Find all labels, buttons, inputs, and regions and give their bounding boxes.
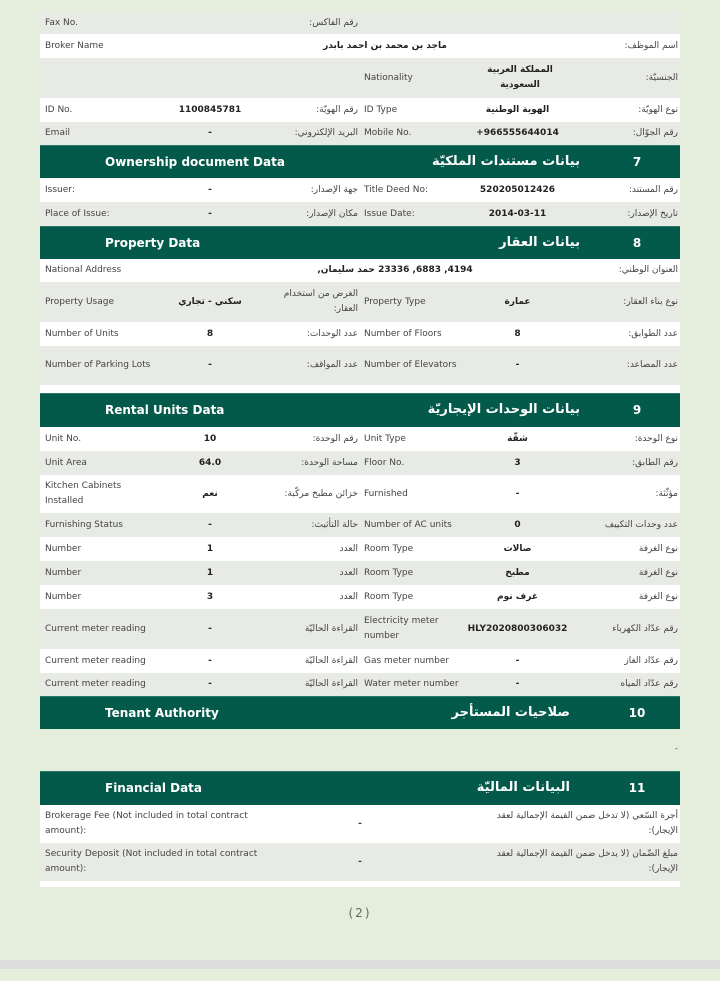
meter-number-label-en: Water meter number xyxy=(364,679,459,689)
section-header-ownership xyxy=(40,145,680,178)
issue-date-label-ar: تاريخ الإصدار: xyxy=(627,208,678,219)
section-header-tenant xyxy=(40,696,680,729)
id-no-label-ar: رقم الهويّة: xyxy=(316,104,358,115)
kitchen-label-en: Kitchen Cabinets Installed xyxy=(45,481,122,506)
fax-label-en: Fax No. xyxy=(45,17,78,28)
place-row xyxy=(40,202,680,226)
room-type-value: غرف نوم xyxy=(497,591,538,602)
elevators-label-en: Number of Elevators xyxy=(364,360,457,370)
place-value: - xyxy=(208,208,212,219)
brokerage-fee-row xyxy=(40,805,680,843)
meter-row xyxy=(40,673,680,696)
mobile-value: +966555644014 xyxy=(476,128,559,138)
mobile-label-ar: رقم الجوّال: xyxy=(632,128,678,138)
room-type-label-ar: نوع الغرفة xyxy=(638,543,678,554)
email-label-ar: البريد الإلكتروني: xyxy=(294,128,358,138)
floors-value: 8 xyxy=(514,328,521,339)
meter-reading-label-en: Current meter reading xyxy=(45,655,146,666)
id-type-label-ar: نوع الهويّة: xyxy=(638,104,678,115)
usage-row xyxy=(40,282,680,322)
property-type-label-en: Property Type xyxy=(364,296,426,307)
unit-type-value: شقّة xyxy=(507,433,528,444)
section-header-financial xyxy=(40,771,680,805)
security-deposit-value: - xyxy=(358,857,362,867)
address-label-ar: العنوان الوطني: xyxy=(618,265,678,275)
fax-row xyxy=(40,12,680,34)
section-title-ar: البيانات الماليّة xyxy=(476,780,570,795)
meter-number-label-ar: رقم عدّاد المياه xyxy=(620,679,678,689)
parking-label-en: Number of Parking Lots xyxy=(45,360,151,370)
usage-label-ar: الغرض من استخدام العقار: xyxy=(283,289,358,314)
room-type-label-en: Room Type xyxy=(364,591,414,602)
section-number: 9 xyxy=(632,403,642,417)
furnishing-status-label-ar: حالة التأثيث: xyxy=(311,519,358,530)
meter-reading-label-en: Current meter reading xyxy=(45,679,146,689)
usage-value: سكني - تجاري xyxy=(178,296,242,307)
furnished-label-ar: مؤثّثة: xyxy=(655,488,678,499)
tenant-authority-row xyxy=(40,729,680,771)
ac-units-label-en: Number of AC units xyxy=(364,519,452,530)
meter-number-label-ar: رقم عدّاد الكهرباء xyxy=(612,623,678,634)
title-deed-label-ar: رقم المستند: xyxy=(628,184,678,195)
floor-no-label-en: Floor No. xyxy=(364,457,405,468)
issuer-label-en: Issuer: xyxy=(45,184,75,195)
property-type-value: عمارة xyxy=(504,296,531,307)
fax-label-ar: رقم الفاكس: xyxy=(309,17,358,28)
room-number-value: 1 xyxy=(206,543,214,554)
units-label-ar: عدد الوحدات: xyxy=(306,328,358,339)
meter-number-value: - xyxy=(515,679,520,689)
room-number-label-en: Number xyxy=(45,543,82,554)
place-label-ar: مكان الإصدار: xyxy=(306,208,358,219)
meter-reading-label-ar: القراءة الحاليّة xyxy=(304,655,358,666)
room-number-value: 1 xyxy=(206,567,214,578)
section-title-ar: بيانات مستندات الملكيّة xyxy=(432,154,580,169)
elevators-label-ar: عدد المصاعد: xyxy=(626,360,678,370)
broker-name-value: ماجد بن محمد بن احمد بابدر xyxy=(323,40,447,51)
meter-row xyxy=(40,609,680,649)
address-label-en: National Address xyxy=(45,265,122,275)
unit-area-row xyxy=(40,451,680,475)
unit-type-label-en: Unit Type xyxy=(364,433,406,444)
meter-reading-label-en: Current meter reading xyxy=(45,623,146,634)
section-number: 8 xyxy=(632,236,642,250)
address-row xyxy=(40,259,680,282)
kitchen-value: نعم xyxy=(202,488,218,499)
unit-area-value: 64.0 xyxy=(198,457,222,468)
meter-reading-value: - xyxy=(208,655,212,666)
room-type-value: صالات xyxy=(503,543,532,554)
email-row xyxy=(40,122,680,145)
units-label-en: Number of Units xyxy=(45,328,119,339)
room-number-value: 3 xyxy=(206,591,214,602)
room-type-value: مطبخ xyxy=(505,567,530,578)
id-row xyxy=(40,98,680,122)
furnishing-status-value: - xyxy=(208,519,212,530)
room-number-label-en: Number xyxy=(45,567,82,578)
brokerage-fee-label-en: Brokerage Fee (Not included in total contract amount): xyxy=(45,811,248,836)
id-type-value: الهوية الوطنية xyxy=(485,104,550,115)
issuer-label-ar: جهة الإصدار: xyxy=(310,184,358,195)
section-number: 7 xyxy=(632,155,642,169)
room-row xyxy=(40,537,680,561)
ac-units-value: 0 xyxy=(514,519,521,530)
floor-no-label-ar: رقم الطابق: xyxy=(632,457,678,468)
meter-reading-value: - xyxy=(208,623,212,634)
usage-label-en: Property Usage xyxy=(45,296,114,307)
nationality-row xyxy=(40,58,680,98)
section-title-en: Financial Data xyxy=(105,781,203,795)
property-type-label-ar: نوع بناء العقار: xyxy=(623,296,678,307)
kitchen-label-ar: خزائن مطبخ مركّبة: xyxy=(284,488,358,499)
parking-row xyxy=(40,346,680,385)
section-number: 11 xyxy=(628,781,646,795)
section-title-ar: صلاحيات المستأجر xyxy=(451,705,570,720)
title-deed-label-en: Title Deed No: xyxy=(364,184,428,195)
security-deposit-row xyxy=(40,843,680,881)
tenant-authority-value: - xyxy=(674,744,678,754)
section-title-ar: بيانات العقار xyxy=(499,235,580,250)
room-type-label-ar: نوع الغرفة xyxy=(638,567,678,578)
section-header-property xyxy=(40,226,680,259)
meter-reading-label-ar: القراءة الحاليّة xyxy=(304,623,358,634)
room-row xyxy=(40,561,680,585)
meter-number-value: HLY2020800306032 xyxy=(467,623,568,634)
broker-name-label-en: Broker Name xyxy=(45,40,104,51)
parking-label-ar: عدد المواقف: xyxy=(306,360,358,370)
meter-number-value: - xyxy=(515,655,520,666)
section-title-ar: بيانات الوحدات الإيجاريّة xyxy=(427,402,580,417)
table-bottom-border xyxy=(40,881,680,887)
unit-no-row xyxy=(40,427,680,451)
broker-name-label-ar: اسم الموظف: xyxy=(624,40,678,51)
place-label-en: Place of Issue: xyxy=(45,208,110,219)
room-number-label-ar: العدد xyxy=(339,567,358,578)
furnished-label-en: Furnished xyxy=(364,488,408,499)
broker-name-row xyxy=(40,34,680,58)
meter-number-label-ar: رقم عدّاد الغاز xyxy=(624,655,678,666)
furnishing-status-label-en: Furnishing Status xyxy=(45,519,123,530)
security-deposit-label-en: Security Deposit (Not included in total contract amount): xyxy=(45,849,258,874)
section-header-rental xyxy=(40,393,680,427)
furnishing-status-row xyxy=(40,513,680,537)
meter-row xyxy=(40,649,680,673)
contract-page xyxy=(40,12,680,887)
title-deed-value: 520205012426 xyxy=(479,184,556,195)
security-deposit-label-ar: مبلغ الضّمان (لا يدخل ضمن القيمة الإجمالية لعقد الإيجار): xyxy=(496,849,678,874)
floors-label-ar: عدد الطوابق: xyxy=(628,328,678,339)
furnished-value: - xyxy=(515,488,520,499)
meter-number-label-en: Electricity meter number xyxy=(364,616,439,641)
unit-no-label-ar: رقم الوحدة: xyxy=(312,433,358,444)
room-type-label-ar: نوع الغرفة xyxy=(638,591,678,602)
section-title-en: Rental Units Data xyxy=(105,403,225,417)
unit-no-label-en: Unit No. xyxy=(45,433,82,444)
email-label-en: Email xyxy=(45,128,70,138)
nationality-label-ar: الجنسيّة: xyxy=(645,72,678,83)
nationality-value: المملكة العربية السعودية xyxy=(487,65,553,90)
issue-date-label-en: Issue Date: xyxy=(364,208,415,219)
issuer-row xyxy=(40,178,680,202)
meter-number-label-en: Gas meter number xyxy=(364,655,450,666)
room-type-label-en: Room Type xyxy=(364,543,414,554)
id-no-value: 1100845781 xyxy=(178,104,242,115)
issuer-value: - xyxy=(208,184,212,195)
ac-units-label-ar: عدد وحدات التكييف xyxy=(604,519,678,530)
room-number-label-en: Number xyxy=(45,591,82,602)
elevators-value: - xyxy=(515,360,520,370)
page-separator xyxy=(0,960,720,969)
unit-area-label-en: Unit Area xyxy=(45,457,87,468)
nationality-label-en: Nationality xyxy=(364,72,413,83)
issue-date-value: 2014-03-11 xyxy=(488,208,547,219)
mobile-label-en: Mobile No. xyxy=(364,128,412,138)
room-number-label-ar: العدد xyxy=(339,591,358,602)
section-title-en: Ownership document Data xyxy=(105,155,285,169)
meter-reading-label-ar: القراءة الحاليّة xyxy=(304,679,358,689)
kitchen-row xyxy=(40,475,680,513)
floors-label-en: Number of Floors xyxy=(364,328,442,339)
floor-no-value: 3 xyxy=(514,457,521,468)
page-number: (2) xyxy=(348,906,372,920)
meter-reading-value: - xyxy=(208,679,212,689)
unit-type-label-ar: نوع الوحدة: xyxy=(634,433,678,444)
section-title-en: Tenant Authority xyxy=(105,706,219,720)
id-no-label-en: ID No. xyxy=(45,104,73,115)
id-type-label-en: ID Type xyxy=(364,104,398,115)
unit-no-value: 10 xyxy=(203,433,217,444)
unit-area-label-ar: مساحة الوحدة: xyxy=(301,457,358,468)
brokerage-fee-value: - xyxy=(358,819,362,829)
units-value: 8 xyxy=(206,328,214,339)
section-spacer xyxy=(40,385,680,393)
email-value: - xyxy=(208,128,212,138)
units-row xyxy=(40,322,680,346)
parking-value: - xyxy=(208,360,212,370)
section-title-en: Property Data xyxy=(105,236,201,250)
address-value: 4194, 6883, 23336 حمد سليمان, xyxy=(317,265,473,275)
room-row xyxy=(40,585,680,609)
section-number: 10 xyxy=(628,706,646,720)
room-number-label-ar: العدد xyxy=(339,543,358,554)
room-type-label-en: Room Type xyxy=(364,567,414,578)
brokerage-fee-label-ar: أجرة السّعي (لا تدخل ضمن القيمة الإجمالية لعقد الإيجار): xyxy=(496,811,678,836)
